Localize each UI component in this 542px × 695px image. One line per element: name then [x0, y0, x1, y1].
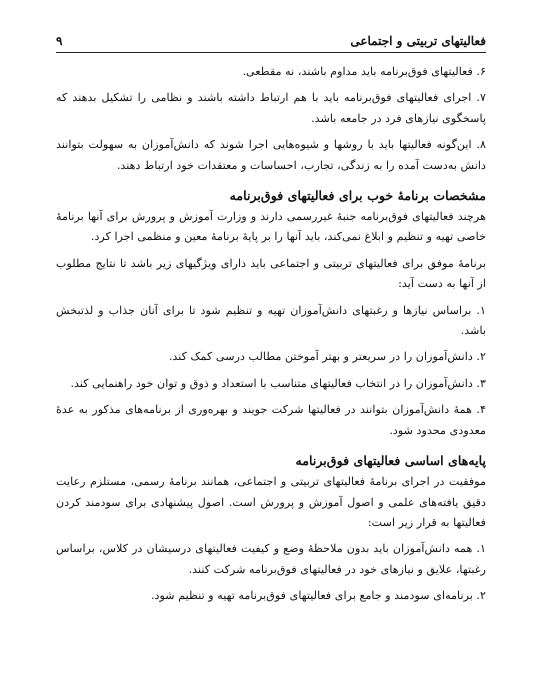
paragraph: برنامهٔ موفق برای فعالیتهای تربیتی و اجتماعی باید دارای ویژگیهای زیر باشد تا نتایج مطلوب از آنها به دست آید: [56, 256, 486, 291]
list-item: ۸. این‌گونه فعالیتها باید با روشها و شیوه‌هایی اجرا شوند که دانش‌آموزان به سهولت بتوانند دانش به‌دست آمده را به زندگی، تجارب، احساسات و معتقدات خود ارتباط دهند. [56, 138, 486, 172]
header-rule [56, 52, 486, 53]
running-header [56, 28, 486, 48]
list-item: ۷. اجرای فعالیتهای فوق‌برنامه باید با هم ارتباط داشته باشند و نظامی را تشکیل بدهند که پاسخگوی نیازهای فرد در جامعه باشد. [56, 91, 486, 125]
list-item: ۶. فعالیتهای فوق‌برنامه باید مداوم باشند، نه مقطعی. [242, 65, 486, 78]
running-title: فعالیتهای تربیتی و اجتماعی [350, 34, 486, 48]
list-item: ۱. همه دانش‌آموزان باید بدون ملاحظهٔ وضع و کیفیت فعالیتهای درسیشان در کلاس، براساس رغبتها، علایق و نیازهای خود در فعالیتهای فوق‌برنامه شرکت کنند. [56, 542, 486, 576]
page-body [56, 62, 486, 607]
list-item: ۳. دانش‌آموزان را در انتخاب فعالیتهای متناسب با استعداد و ذوق و توان خود راهنمایی کند. [70, 376, 486, 390]
list-item: ۴. همهٔ دانش‌آموزان بتوانند در فعالیتها شرکت جویند و بهره‌وری از برنامه‌های مذکور به عدهٔ معدودی محدود شود. [56, 403, 486, 437]
list-item: ۲. برنامه‌ای سودمند و جامع برای فعالیتهای فوق‌برنامه تهیه و تنظیم شود. [150, 589, 486, 603]
paragraph: هرچند فعالیتهای فوق‌برنامه جنبهٔ غیررسمی دارند و وزارت آموزش و پرورش برای آنها برنامهٔ خاصی تهیه و تنظیم و ابلاغ نمی‌کند، باید آنها را بر پایهٔ برنامهٔ معین و منظمی اجرا کرد. [56, 210, 486, 244]
list-item: ۲. دانش‌آموزان را در سریعتر و بهتر آموختن مطالب درسی کمک کند. [168, 350, 486, 364]
list-item: ۱. براساس نیازها و رغبتهای دانش‌آموزان تهیه و تنظیم شود تا برای آنان جذاب و لذتبخش باشد. [56, 303, 486, 338]
page-number: ۹ [56, 34, 63, 48]
section-heading: پایه‌های اساسی فعالیتهای فوق‌برنامه [295, 453, 486, 469]
section-heading: مشخصات برنامهٔ خوب برای فعالیتهای فوق‌برنامه [229, 188, 486, 204]
paragraph: موفقیت در اجرای برنامهٔ فعالیتهای تربیتی و اجتماعی، همانند برنامهٔ رسمی، مستلزم رعایت دقیق یافته‌های علمی و اصول آموزش و پرورش است. اصول پیشنهادی برای سودمند کردن فعالیتها به قرار زیر است: [56, 475, 486, 529]
